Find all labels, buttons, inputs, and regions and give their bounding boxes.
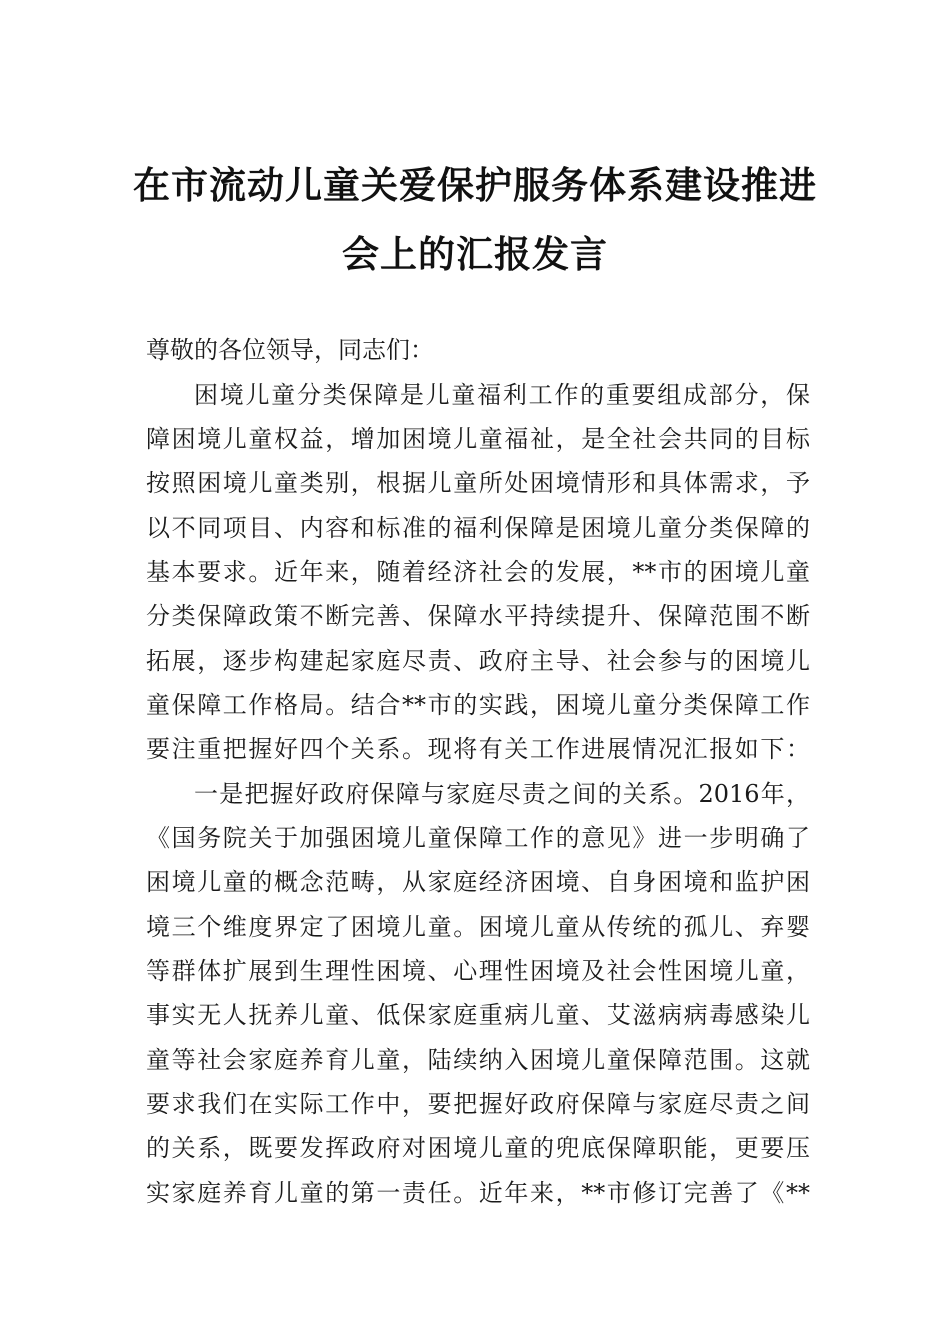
- paragraph-line: 按照困境儿童类别，根据儿童所处困境情形和具体需求，予: [146, 469, 810, 497]
- paragraph-line: 以不同项目、内容和标准的福利保障是困境儿童分类保障的: [146, 514, 810, 542]
- paragraph-line: 《国务院关于加强困境儿童保障工作的意见》进一步明确了: [146, 824, 810, 852]
- paragraph-line: 童保障工作格局。结合**市的实践，困境儿童分类保障工作: [146, 691, 810, 719]
- paragraph-line: 困境儿童分类保障是儿童福利工作的重要组成部分，保: [194, 381, 810, 409]
- document-title-line-2: 会上的汇报发言: [342, 233, 608, 276]
- document-title-line-1: 在市流动儿童关爱保护服务体系建设推进: [133, 164, 817, 207]
- paragraph-line: 实家庭养育儿童的第一责任。近年来，**市修订完善了《**: [146, 1179, 810, 1207]
- paragraph-line: 一是把握好政府保障与家庭尽责之间的关系。2016年，: [194, 780, 810, 808]
- paragraph-line: 基本要求。近年来，随着经济社会的发展，**市的困境儿童: [146, 558, 810, 586]
- paragraph-line: 要求我们在实际工作中，要把握好政府保障与家庭尽责之间: [146, 1090, 810, 1118]
- paragraph-line: 事实无人抚养儿童、低保家庭重病儿童、艾滋病病毒感染儿: [146, 1001, 810, 1029]
- paragraph-line: 拓展，逐步构建起家庭尽责、政府主导、社会参与的困境儿: [146, 647, 810, 675]
- paragraph-line: 要注重把握好四个关系。现将有关工作进展情况汇报如下：: [146, 735, 810, 763]
- paragraph-line: 境三个维度界定了困境儿童。困境儿童从传统的孤儿、弃婴: [146, 913, 810, 941]
- salutation: 尊敬的各位领导，同志们：: [146, 336, 434, 364]
- paragraph-line: 等群体扩展到生理性困境、心理性困境及社会性困境儿童，: [146, 957, 810, 985]
- paragraph-line: 障困境儿童权益，增加困境儿童福祉，是全社会共同的目标: [146, 425, 810, 453]
- paragraph-line: 的关系，既要发挥政府对困境儿童的兜底保障职能，更要压: [146, 1134, 810, 1162]
- paragraph-line: 童等社会家庭养育儿童，陆续纳入困境儿童保障范围。这就: [146, 1046, 810, 1074]
- paragraph-line: 分类保障政策不断完善、保障水平持续提升、保障范围不断: [146, 602, 810, 630]
- paragraph-line: 困境儿童的概念范畴，从家庭经济困境、自身困境和监护困: [146, 868, 810, 896]
